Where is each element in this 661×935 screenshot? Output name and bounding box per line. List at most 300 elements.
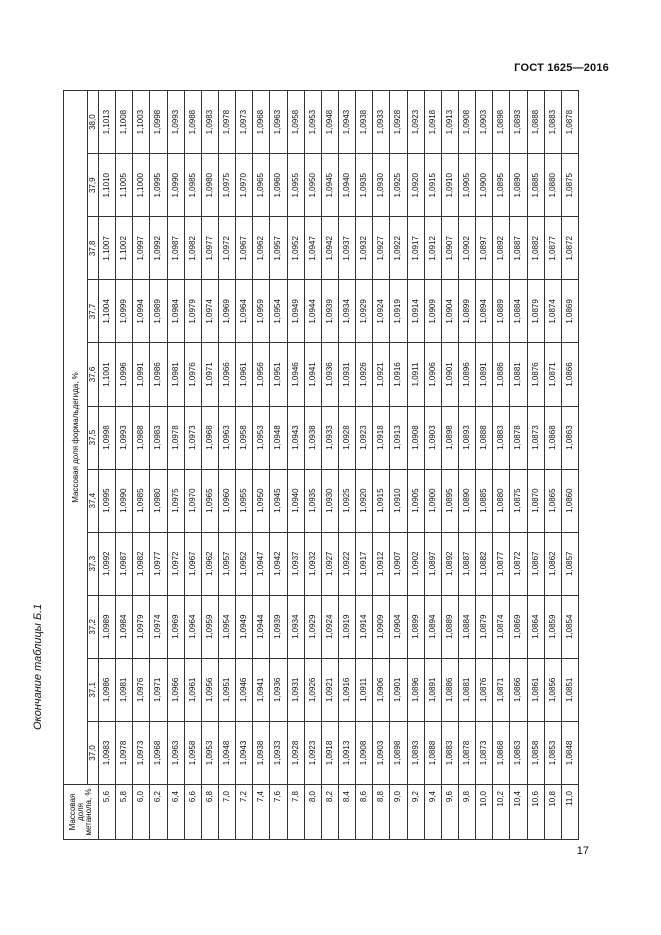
density-cell: 1,0874 [544, 280, 561, 343]
density-cell: 1,0925 [338, 469, 355, 532]
density-cell: 1,0901 [441, 343, 458, 406]
density-cell: 1,0859 [544, 595, 561, 658]
density-cell: 1,0880 [544, 154, 561, 217]
table-body [99, 91, 579, 840]
density-cell: 1,0963 [270, 91, 287, 154]
density-cell: 1,0916 [390, 343, 407, 406]
group-header-formaldehyde: Массовая доля формальдегида, % [64, 91, 88, 785]
density-cell: 1,0912 [373, 532, 390, 595]
density-cell: 1,0935 [304, 469, 321, 532]
density-cell: 1,0943 [338, 91, 355, 154]
density-cell: 1,0897 [424, 532, 441, 595]
density-cell: 1,0866 [510, 658, 527, 721]
table-row [270, 91, 287, 840]
table-row [99, 91, 116, 840]
density-cell: 1,0998 [99, 406, 116, 469]
density-cell: 1,0921 [373, 343, 390, 406]
density-cell: 1,0979 [184, 280, 201, 343]
density-cell: 1,0882 [476, 532, 493, 595]
density-cell: 1,0923 [304, 721, 321, 784]
density-cell: 1,0877 [544, 217, 561, 280]
rotated-table-wrapper [63, 90, 579, 840]
methanol-cell: 7,8 [287, 785, 304, 840]
density-cell: 1,0911 [356, 658, 373, 721]
density-cell: 1,0968 [150, 721, 167, 784]
density-cell: 1,0919 [390, 280, 407, 343]
density-cell: 1,0885 [527, 154, 544, 217]
table-row [201, 91, 218, 840]
column-header: 37,8 [88, 217, 99, 280]
density-cell: 1,0872 [561, 217, 578, 280]
methanol-cell: 10,2 [493, 785, 510, 840]
density-cell: 1,0879 [527, 280, 544, 343]
density-cell: 1,0884 [510, 280, 527, 343]
density-cell: 1,0876 [476, 658, 493, 721]
table-row [287, 91, 304, 840]
density-cell: 1,0938 [253, 721, 270, 784]
table-row [338, 91, 355, 840]
methanol-cell: 8,0 [304, 785, 321, 840]
density-cell: 1,0921 [321, 658, 338, 721]
density-cell: 1,0988 [133, 406, 150, 469]
density-cell: 1,0897 [476, 217, 493, 280]
density-cell: 1,0948 [270, 406, 287, 469]
density-cell: 1,0955 [287, 154, 304, 217]
density-cell: 1,0863 [510, 721, 527, 784]
table-row [527, 91, 544, 840]
density-cell: 1,0863 [561, 406, 578, 469]
density-cell: 1,0885 [476, 469, 493, 532]
density-cell: 1,0865 [544, 469, 561, 532]
density-cell: 1,0947 [304, 217, 321, 280]
density-cell: 1,0883 [441, 721, 458, 784]
table-row [407, 91, 424, 840]
density-cell: 1,0958 [287, 91, 304, 154]
density-cell: 1,0984 [167, 280, 184, 343]
density-cell: 1,0874 [493, 595, 510, 658]
density-cell: 1,0959 [201, 595, 218, 658]
density-cell: 1,0974 [150, 595, 167, 658]
column-header: 37,4 [88, 469, 99, 532]
density-cell: 1,0914 [407, 280, 424, 343]
density-cell: 1,0928 [390, 91, 407, 154]
density-cell: 1,0990 [116, 469, 133, 532]
column-header: 37,2 [88, 595, 99, 658]
density-cell: 1,0918 [373, 406, 390, 469]
density-cell: 1,0931 [338, 343, 355, 406]
density-cell: 1,0895 [441, 469, 458, 532]
methanol-cell: 9,8 [458, 785, 475, 840]
methanol-cell: 6,0 [133, 785, 150, 840]
column-header: 38,0 [88, 91, 99, 154]
table-row [458, 91, 475, 840]
density-cell: 1,0912 [424, 217, 441, 280]
density-cell: 1,0980 [150, 469, 167, 532]
table-row [544, 91, 561, 840]
density-cell: 1,0928 [338, 406, 355, 469]
density-cell: 1,0901 [390, 658, 407, 721]
density-cell: 1,0978 [218, 91, 235, 154]
table-row [184, 91, 201, 840]
density-cell: 1,0993 [116, 406, 133, 469]
density-cell: 1,0868 [493, 721, 510, 784]
density-cell: 1,0990 [167, 154, 184, 217]
table-row [253, 91, 270, 840]
methanol-cell: 7,6 [270, 785, 287, 840]
density-cell: 1,0997 [133, 217, 150, 280]
density-cell: 1,0995 [150, 154, 167, 217]
density-cell: 1,0873 [476, 721, 493, 784]
density-cell: 1,0940 [287, 469, 304, 532]
density-cell: 1,0943 [287, 406, 304, 469]
methanol-cell: 8,4 [338, 785, 355, 840]
density-cell: 1,0972 [218, 217, 235, 280]
density-cell: 1,0957 [270, 217, 287, 280]
density-cell: 1,0902 [407, 532, 424, 595]
table-column-header-row [88, 91, 99, 840]
density-cell: 1,0986 [99, 658, 116, 721]
density-cell: 1,0876 [527, 343, 544, 406]
density-cell: 1,0903 [424, 406, 441, 469]
density-cell: 1,0875 [561, 154, 578, 217]
density-cell: 1,0932 [304, 532, 321, 595]
density-cell: 1,0857 [561, 532, 578, 595]
density-cell: 1,0893 [458, 406, 475, 469]
density-cell: 1,0975 [167, 469, 184, 532]
density-cell: 1,0933 [373, 91, 390, 154]
density-cell: 1,0873 [527, 406, 544, 469]
density-cell: 1,0983 [99, 721, 116, 784]
density-cell: 1,0992 [99, 532, 116, 595]
density-cell: 1,0911 [407, 343, 424, 406]
density-cell: 1,0954 [270, 280, 287, 343]
density-cell: 1,0891 [476, 343, 493, 406]
density-cell: 1,0966 [167, 658, 184, 721]
standard-code: ГОСТ 1625—2016 [514, 62, 609, 74]
density-cell: 1,0898 [441, 406, 458, 469]
density-cell: 1,0951 [270, 343, 287, 406]
density-cell: 1,0972 [167, 532, 184, 595]
density-cell: 1,0898 [493, 91, 510, 154]
density-cell: 1,1005 [116, 154, 133, 217]
density-cell: 1,0938 [356, 91, 373, 154]
density-cell: 1,0887 [510, 217, 527, 280]
density-cell: 1,1010 [99, 154, 116, 217]
density-cell: 1,0890 [458, 469, 475, 532]
methanol-cell: 8,2 [321, 785, 338, 840]
density-cell: 1,0954 [218, 595, 235, 658]
density-cell: 1,0993 [167, 91, 184, 154]
density-cell: 1,0963 [218, 406, 235, 469]
density-cell: 1,0887 [458, 532, 475, 595]
density-cell: 1,0909 [373, 595, 390, 658]
density-cell: 1,0898 [390, 721, 407, 784]
page-number: 17 [576, 845, 589, 857]
density-cell: 1,0936 [321, 343, 338, 406]
density-cell: 1,0918 [424, 91, 441, 154]
column-header: 37,6 [88, 343, 99, 406]
density-cell: 1,0899 [458, 280, 475, 343]
table-group-header-row [64, 91, 88, 840]
density-cell: 1,0934 [287, 595, 304, 658]
density-cell: 1,0989 [99, 595, 116, 658]
row-header-methanol: Массовая доля метанола, % [64, 785, 99, 840]
density-cell: 1,0851 [561, 658, 578, 721]
density-cell: 1,0929 [356, 280, 373, 343]
density-cell: 1,0881 [458, 658, 475, 721]
density-cell: 1,0899 [407, 595, 424, 658]
density-cell: 1,0877 [493, 532, 510, 595]
density-cell: 1,0976 [133, 658, 150, 721]
methanol-cell: 8,6 [356, 785, 373, 840]
density-cell: 1,0978 [167, 406, 184, 469]
density-cell: 1,0883 [544, 91, 561, 154]
methanol-cell: 10,8 [544, 785, 561, 840]
methanol-cell: 7,2 [236, 785, 253, 840]
density-cell: 1,0946 [236, 658, 253, 721]
density-cell: 1,0984 [116, 595, 133, 658]
density-cell: 1,0905 [458, 154, 475, 217]
methanol-cell: 5,8 [116, 785, 133, 840]
density-cell: 1,0949 [236, 595, 253, 658]
density-cell: 1,0966 [218, 343, 235, 406]
density-cell: 1,0982 [133, 532, 150, 595]
density-cell: 1,0967 [236, 217, 253, 280]
density-cell: 1,0910 [390, 469, 407, 532]
density-cell: 1,0892 [493, 217, 510, 280]
density-cell: 1,0944 [253, 595, 270, 658]
density-cell: 1,0924 [321, 595, 338, 658]
density-cell: 1,0958 [184, 721, 201, 784]
density-cell: 1,0969 [218, 280, 235, 343]
density-cell: 1,0913 [390, 406, 407, 469]
density-cell: 1,0987 [167, 217, 184, 280]
density-cell: 1,0896 [407, 658, 424, 721]
density-cell: 1,0992 [150, 217, 167, 280]
density-cell: 1,0932 [356, 217, 373, 280]
density-cell: 1,0894 [476, 280, 493, 343]
density-cell: 1,0950 [304, 154, 321, 217]
density-cell: 1,0917 [407, 217, 424, 280]
density-cell: 1,0914 [356, 595, 373, 658]
density-cell: 1,0970 [236, 154, 253, 217]
density-cell: 1,0929 [304, 595, 321, 658]
density-cell: 1,0950 [253, 469, 270, 532]
density-cell: 1,0991 [133, 343, 150, 406]
density-cell: 1,0936 [270, 658, 287, 721]
methanol-cell: 6,6 [184, 785, 201, 840]
density-cell: 1,0989 [150, 280, 167, 343]
density-cell: 1,0888 [527, 91, 544, 154]
density-cell: 1,0960 [218, 469, 235, 532]
density-cell: 1,0913 [441, 91, 458, 154]
density-cell: 1,0927 [321, 532, 338, 595]
density-cell: 1,0940 [338, 154, 355, 217]
density-cell: 1,0947 [253, 532, 270, 595]
methanol-cell: 11,0 [561, 785, 578, 840]
density-cell: 1,0906 [424, 343, 441, 406]
density-cell: 1,0856 [544, 658, 561, 721]
density-cell: 1,0879 [476, 595, 493, 658]
density-cell: 1,0881 [510, 343, 527, 406]
density-cell: 1,0900 [476, 154, 493, 217]
density-cell: 1,0920 [407, 154, 424, 217]
density-cell: 1,1008 [116, 91, 133, 154]
density-cell: 1,0996 [116, 343, 133, 406]
density-cell: 1,0871 [544, 343, 561, 406]
density-cell: 1,0956 [201, 658, 218, 721]
methanol-cell: 6,8 [201, 785, 218, 840]
density-cell: 1,0910 [441, 154, 458, 217]
density-cell: 1,0943 [236, 721, 253, 784]
density-cell: 1,0869 [510, 595, 527, 658]
table-row [236, 91, 253, 840]
density-cell: 1,0925 [390, 154, 407, 217]
density-cell: 1,0975 [218, 154, 235, 217]
density-cell: 1,1013 [99, 91, 116, 154]
methanol-cell: 10,6 [527, 785, 544, 840]
density-cell: 1,0893 [407, 721, 424, 784]
density-cell: 1,0892 [441, 532, 458, 595]
density-cell: 1,0970 [184, 469, 201, 532]
density-cell: 1,0952 [287, 217, 304, 280]
density-cell: 1,0953 [201, 721, 218, 784]
density-cell: 1,0965 [253, 154, 270, 217]
density-cell: 1,0973 [236, 91, 253, 154]
density-cell: 1,0923 [407, 91, 424, 154]
density-cell: 1,0924 [373, 280, 390, 343]
density-cell: 1,0945 [321, 154, 338, 217]
density-cell: 1,0858 [527, 721, 544, 784]
density-cell: 1,0903 [476, 91, 493, 154]
density-cell: 1,0979 [133, 595, 150, 658]
density-cell: 1,0862 [544, 532, 561, 595]
table-row [218, 91, 235, 840]
density-cell: 1,0939 [321, 280, 338, 343]
density-cell: 1,1001 [99, 343, 116, 406]
density-cell: 1,0951 [218, 658, 235, 721]
density-cell: 1,1007 [99, 217, 116, 280]
density-cell: 1,0994 [133, 280, 150, 343]
density-cell: 1,0882 [527, 217, 544, 280]
density-cell: 1,0889 [493, 280, 510, 343]
column-header: 37,1 [88, 658, 99, 721]
methanol-cell: 9,0 [390, 785, 407, 840]
density-cell: 1,0933 [270, 721, 287, 784]
density-cell: 1,0933 [321, 406, 338, 469]
density-cell: 1,0949 [287, 280, 304, 343]
density-cell: 1,0948 [218, 721, 235, 784]
density-cell: 1,0867 [527, 532, 544, 595]
density-cell: 1,0973 [133, 721, 150, 784]
density-cell: 1,0880 [493, 469, 510, 532]
density-cell: 1,0942 [321, 217, 338, 280]
density-cell: 1,0941 [253, 658, 270, 721]
density-cell: 1,0884 [458, 595, 475, 658]
density-cell: 1,0976 [184, 343, 201, 406]
density-cell: 1,0937 [287, 532, 304, 595]
density-cell: 1,0908 [458, 91, 475, 154]
density-cell: 1,0963 [167, 721, 184, 784]
density-cell: 1,0918 [321, 721, 338, 784]
density-cell: 1,0988 [184, 91, 201, 154]
density-cell: 1,0891 [424, 658, 441, 721]
density-cell: 1,0962 [201, 532, 218, 595]
density-cell: 1,0938 [304, 406, 321, 469]
density-cell: 1,0886 [493, 343, 510, 406]
density-cell: 1,0948 [321, 91, 338, 154]
density-cell: 1,0908 [407, 406, 424, 469]
density-cell: 1,0981 [116, 658, 133, 721]
density-cell: 1,0878 [510, 406, 527, 469]
density-cell: 1,0945 [270, 469, 287, 532]
methanol-cell: 5,6 [99, 785, 116, 840]
density-cell: 1,0870 [527, 469, 544, 532]
density-cell: 1,0896 [458, 343, 475, 406]
density-cell: 1,0931 [287, 658, 304, 721]
table-row [510, 91, 527, 840]
density-cell: 1,0878 [458, 721, 475, 784]
density-cell: 1,0961 [184, 658, 201, 721]
density-cell: 1,0977 [201, 217, 218, 280]
density-cell: 1,0915 [424, 154, 441, 217]
density-cell: 1,0981 [167, 343, 184, 406]
table-row [390, 91, 407, 840]
density-cell: 1,0960 [270, 154, 287, 217]
density-cell: 1,0923 [356, 406, 373, 469]
density-cell: 1,0913 [338, 721, 355, 784]
column-header: 37,3 [88, 532, 99, 595]
density-cell: 1,1004 [99, 280, 116, 343]
density-cell: 1,0961 [236, 343, 253, 406]
density-cell: 1,0890 [510, 154, 527, 217]
density-cell: 1,0893 [510, 91, 527, 154]
density-cell: 1,0889 [441, 595, 458, 658]
density-table [63, 90, 579, 840]
density-cell: 1,0900 [424, 469, 441, 532]
density-cell: 1,0906 [373, 658, 390, 721]
density-cell: 1,0983 [201, 91, 218, 154]
density-cell: 1,0973 [184, 406, 201, 469]
density-cell: 1,0946 [287, 343, 304, 406]
density-cell: 1,0927 [373, 217, 390, 280]
density-cell: 1,0995 [99, 469, 116, 532]
density-cell: 1,0969 [167, 595, 184, 658]
density-cell: 1,0904 [441, 280, 458, 343]
density-cell: 1,0956 [253, 343, 270, 406]
density-cell: 1,0953 [253, 406, 270, 469]
density-cell: 1,0978 [116, 721, 133, 784]
density-cell: 1,0872 [510, 532, 527, 595]
density-cell: 1,0878 [561, 91, 578, 154]
column-header: 37,5 [88, 406, 99, 469]
density-cell: 1,0915 [373, 469, 390, 532]
density-cell: 1,0907 [441, 217, 458, 280]
density-cell: 1,0903 [373, 721, 390, 784]
table-row [476, 91, 493, 840]
table-row [561, 91, 578, 840]
density-cell: 1,0937 [338, 217, 355, 280]
density-cell: 1,0861 [527, 658, 544, 721]
density-cell: 1,0854 [561, 595, 578, 658]
column-header: 37,9 [88, 154, 99, 217]
density-cell: 1,0917 [356, 532, 373, 595]
density-cell: 1,1002 [116, 217, 133, 280]
density-cell: 1,0986 [150, 343, 167, 406]
density-cell: 1,1000 [133, 154, 150, 217]
density-cell: 1,0895 [493, 154, 510, 217]
table-row [424, 91, 441, 840]
